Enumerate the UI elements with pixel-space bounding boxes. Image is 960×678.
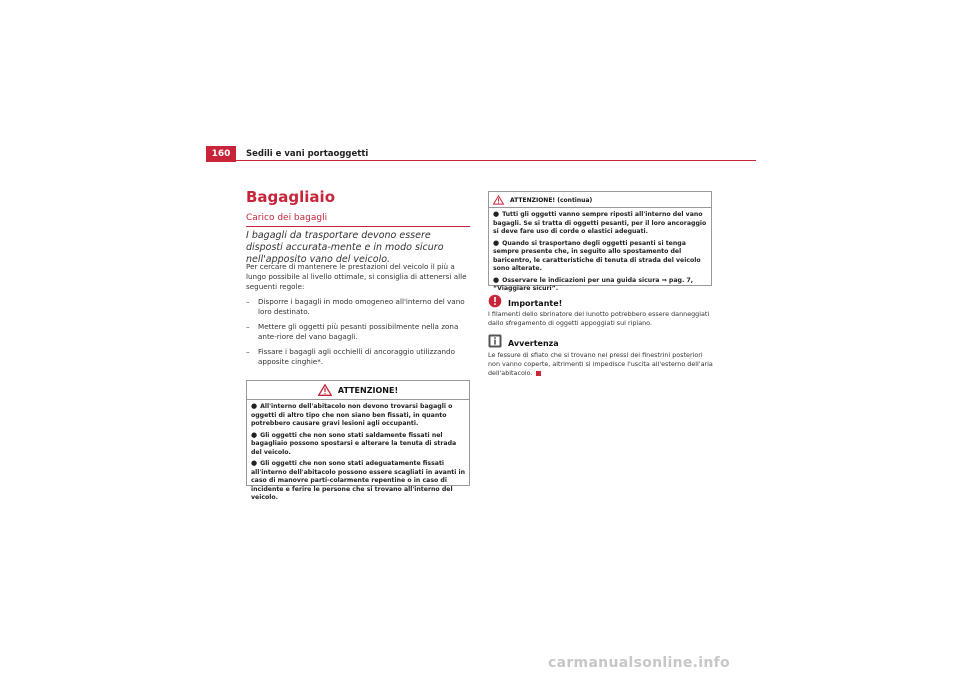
warning-text: Quando si trasportano degli oggetti pesanti si tenga sempre presente che, in seguito allo spostamento del baricentro, le caratteristiche di tenuta di strada del veicolo sono alterate. bbox=[493, 239, 701, 272]
warning-text: Tutti gli oggetti vanno sempre riposti all'interno del vano bagagli. Se si tratta di oggetti pesanti, per il loro ancoraggio si deve fare uso di corde o elastici adeguati. bbox=[493, 211, 707, 235]
warning-list bbox=[493, 210, 709, 296]
warning-text: All'interno dell'abitacolo non devono trovarsi bagagli o oggetti di altro tipo che non siano ben fissati, in quanto potrebbero causare gravi lesioni agli occupanti. bbox=[251, 403, 453, 427]
warning-header bbox=[247, 381, 469, 399]
list-item: – Disporre i bagagli in modo omogeneo all'interno del vano loro destinato. bbox=[246, 297, 465, 316]
warning-text: Gli oggetti che non sono stati saldamente fissati nel bagagliaio possono spostarsi e alterare la tenuta di strada del veicolo. bbox=[251, 431, 457, 456]
list-item: – Mettere gli oggetti più pesanti possibilmente nella zona ante-riore del vano bagagli. bbox=[246, 322, 459, 341]
step-text: Mettere gli oggetti più pesanti possibilmente nella zona ante-riore del vano bagagli. bbox=[258, 322, 459, 341]
list-item: – Fissare i bagagli agli occhielli di ancoraggio utilizzando apposite cinghie*. bbox=[246, 347, 456, 366]
exclamation-icon bbox=[488, 294, 502, 308]
subsection-divider bbox=[246, 226, 470, 227]
warning-divider bbox=[247, 399, 469, 400]
warning-text: Gli oggetti che non sono stati adeguatamente fissati all'interno dell'abitacolo possono essere scagliati in avanti in caso di manovre parti-colarmente repentine o in caso di incidente e ferire le persone che si trovano all'interno del veicolo. bbox=[251, 460, 466, 501]
list-item: ● Osservare le indicazioni per una guida sicura ⇒ pag. 7, “Viaggiare sicuri”. bbox=[493, 275, 694, 292]
note-title: Avvertenza bbox=[508, 339, 559, 348]
info-note-icon bbox=[488, 334, 502, 348]
warning-continued-title: ATTENZIONE! (continua) bbox=[510, 196, 593, 204]
important-title: Importante! bbox=[508, 299, 563, 308]
list-item: ● Gli oggetti che non sono stati adeguatamente fissati all'interno dell'abitacolo possono essere scagliati in avanti in caso di manovre parti-colarmente repentine o in caso di incidente e ferire le persone che si trovano all'interno del veicolo. bbox=[251, 459, 466, 501]
warning-continued-box bbox=[488, 191, 712, 292]
warning-title: ATTENZIONE! bbox=[337, 385, 399, 395]
list-item: ● Tutti gli oggetti vanno sempre riposti all'interno del vano bagagli. Se si tratta di oggetti pesanti, per il loro ancoraggio si deve fare uso di corde o elastici adeguati. bbox=[493, 210, 707, 235]
page-number: 160 bbox=[206, 146, 236, 162]
warning-triangle-icon bbox=[493, 195, 504, 205]
subsection-title: Carico dei bagagli bbox=[246, 213, 328, 223]
warning-triangle-icon bbox=[318, 384, 332, 396]
warning-continued-header bbox=[493, 194, 592, 206]
step-text: Disporre i bagagli in modo omogeneo all'interno del vano loro destinato. bbox=[258, 297, 465, 316]
end-marker bbox=[536, 371, 541, 376]
lead-paragraph: I bagagli da trasportare devono essere disposti accurata-mente e in modo sicuro nell'apposito vano del veicolo. bbox=[246, 230, 444, 265]
note-text-body: Le fessure di sfiato che si trovano nei pressi dei finestrini posteriori non vanno coperte, altrimenti si impedisce l'uscita all'esterno dell'aria dell'abitacolo. bbox=[488, 351, 713, 377]
intro-paragraph: Per cercare di mantenere le prestazioni del veicolo il più a lungo possibile al livello ottimale, si consiglia di attenersi alle seguenti regole: bbox=[246, 262, 467, 291]
important-header bbox=[488, 294, 562, 308]
important-text: I filamenti dello sbrinatore del lunotto potrebbero essere danneggiati dallo sfregamento di oggetti appoggiati sul ripiano. bbox=[488, 310, 710, 327]
warning-text: Osservare le indicazioni per una guida sicura ⇒ pag. 7, “Viaggiare sicuri”. bbox=[493, 276, 694, 292]
list-item: ● All'interno dell'abitacolo non devono trovarsi bagagli o oggetti di altro tipo che non siano ben fissati, in quanto potrebbero causare gravi lesioni agli occupanti. bbox=[251, 402, 453, 427]
note-text bbox=[488, 351, 714, 378]
warning-box bbox=[246, 380, 470, 501]
list-item: ● Quando si trasportano degli oggetti pesanti si tenga sempre presente che, in seguito allo spostamento del baricentro, le caratteristiche di tenuta di strada del veicolo sono alterate. bbox=[493, 238, 701, 272]
section-title: Bagagliaio bbox=[246, 188, 336, 206]
list-item: ● Gli oggetti che non sono stati saldamente fissati nel bagagliaio possono spostarsi e alterare la tenuta di strada del veicolo. bbox=[251, 430, 457, 456]
note-header bbox=[488, 334, 559, 348]
step-text: Fissare i bagagli agli occhielli di ancoraggio utilizzando apposite cinghie*. bbox=[258, 347, 456, 366]
watermark: carmanualsonline.info bbox=[548, 655, 730, 671]
warning-list bbox=[251, 402, 467, 505]
header-divider bbox=[206, 160, 756, 161]
steps-list bbox=[246, 297, 474, 372]
warning-divider bbox=[489, 207, 711, 208]
chapter-title: Sedili e vani portaoggetti bbox=[246, 149, 369, 159]
